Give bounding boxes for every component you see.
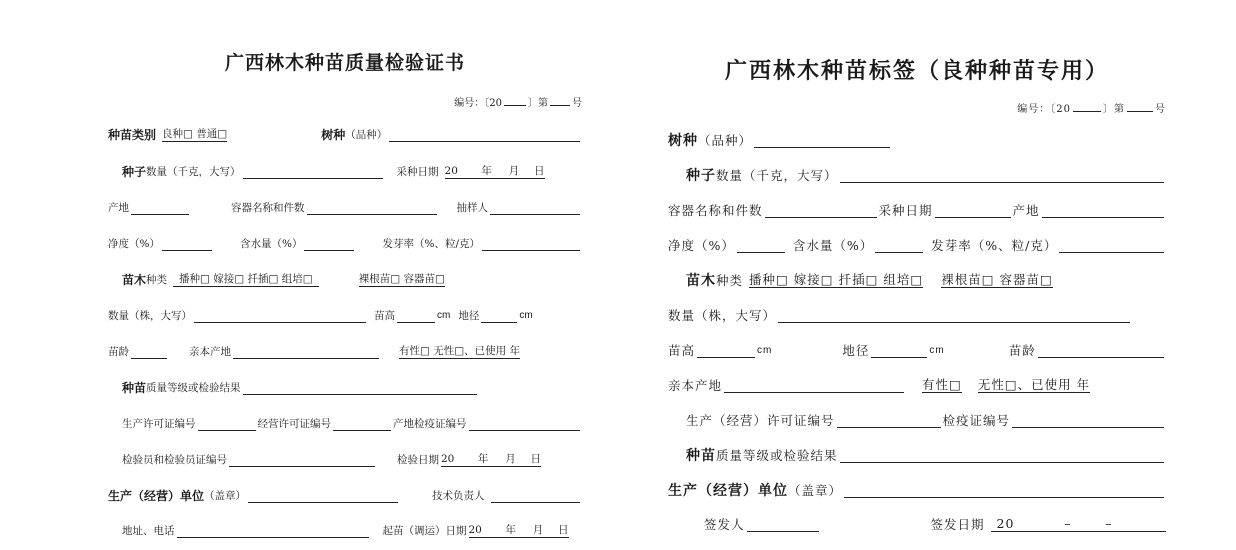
row-producer: 生产（经营）单位 （盖章） 技术负责人 [108, 487, 582, 503]
row-seedling-quantity: 数量（株，大写） 苗高 cm 地径 cm [108, 310, 533, 322]
producer-field[interactable] [248, 490, 398, 503]
label-row-producer: 生产（经营）单位 （盖章） [668, 482, 1166, 498]
label-germination-field[interactable] [1059, 240, 1164, 253]
serial-year-field[interactable] [504, 93, 526, 106]
tree-species-field[interactable] [389, 129, 580, 142]
label-parent-origin-field[interactable] [724, 380, 904, 393]
label-issue-date-field[interactable]: 20 – – [991, 517, 1166, 532]
seedling-height-field[interactable] [397, 310, 435, 323]
label-root-type-options[interactable]: 裸根苗□ 容器苗□ [941, 272, 1053, 287]
row-seedling-type: 苗木 种类 播种□ 嫁接□ 扦插□ 组培□ 裸根苗□ 容器苗□ [122, 273, 445, 287]
label-purity-field[interactable] [737, 240, 785, 253]
label-quality-grade-field[interactable] [840, 450, 1164, 463]
label-title: 广西林木种苗标签（良种种苗专用） [724, 59, 1109, 84]
label-container-count-field[interactable] [765, 205, 877, 218]
row-license-numbers: 生产许可证编号 经营许可证编号 产地检疫证编号 [108, 415, 582, 431]
label-row-seed-quantity: 种子 数量（千克，大写） [668, 167, 1166, 183]
seedling-age-field[interactable] [131, 346, 167, 359]
label-root-collar-diameter-field[interactable] [871, 345, 927, 358]
lifting-date-field[interactable]: 20 年 月 日 [468, 524, 569, 536]
label-seed-quantity-field[interactable] [840, 170, 1164, 183]
root-collar-diameter-field[interactable] [481, 310, 517, 323]
row-seedling-category: 种苗类别 良种□ 普通□ 树种 （品种） [108, 126, 582, 142]
propagation-options[interactable]: 播种□ 嫁接□ 扦插□ 组培□ [173, 272, 319, 287]
row-quality-grade: 种苗 质量等级或检验结果 [108, 379, 582, 395]
label-row-species: 树种 （品种） [668, 132, 1166, 148]
quarantine-certificate-field[interactable] [469, 418, 581, 431]
seedling-quantity-field[interactable] [194, 310, 366, 323]
row-seed-quantity: 种子 数量（千克，大写） 采种日期 20 年 月 日 [122, 165, 545, 179]
label-serial-number-field[interactable] [1127, 99, 1153, 112]
root-type-options[interactable]: 裸根苗□ 容器苗□ [358, 273, 445, 285]
container-count-field[interactable] [307, 202, 437, 215]
label-sexual-option[interactable]: 有性□ [922, 377, 962, 392]
moisture-field[interactable] [304, 238, 354, 251]
row-inspector: 检验员和检验员证编号 检验日期 20 年 月 日 [122, 453, 542, 466]
label-propagation-options[interactable]: 播种□ 嫁接□ 扦插□ 组培□ [749, 272, 924, 287]
row-purity: 净度（%） 含水量（%） 发芽率（%、粒/克） [108, 235, 582, 251]
seed-collection-date-field[interactable]: 20 年 月 日 [444, 165, 545, 177]
label-asexual-option[interactable]: 无性□、已使用 年 [977, 377, 1091, 392]
label-issuer-field[interactable] [747, 519, 819, 532]
label-row-container: 容器名称和件数 采种日期 产地 [668, 202, 1166, 218]
row-address: 地址、电话 起苗（调运）日期 20 年 月 日 [122, 524, 569, 537]
certificate-title: 广西林木种苗质量检验证书 [224, 52, 465, 74]
row-origin: 产地 容器名称和件数 抽样人 [108, 199, 582, 215]
label-species-field[interactable] [754, 135, 890, 148]
quality-grade-field[interactable] [243, 382, 477, 395]
inspector-field[interactable] [229, 454, 375, 467]
technical-lead-field[interactable] [491, 490, 580, 503]
serial-number-field[interactable] [550, 93, 570, 106]
label-origin-field[interactable] [1042, 205, 1164, 218]
category-options[interactable]: 良种□ 普通□ [162, 128, 228, 140]
origin-field[interactable] [131, 202, 189, 215]
seed-quantity-field[interactable] [243, 166, 383, 179]
parent-origin-field[interactable] [233, 346, 379, 359]
label-seedling-height-field[interactable] [697, 345, 755, 358]
address-phone-field[interactable] [177, 525, 369, 538]
germination-field[interactable] [482, 238, 580, 251]
label-serial-number: 编号：〔20 〕第 号 [1017, 99, 1166, 115]
label-seedling-age-field[interactable] [1038, 345, 1164, 358]
production-license-field[interactable] [198, 418, 256, 431]
business-license-field[interactable] [333, 418, 391, 431]
label-row-quality-grade: 种苗 质量等级或检验结果 [668, 447, 1166, 463]
label-quarantine-field[interactable] [1012, 415, 1164, 428]
label-license-field[interactable] [837, 415, 941, 428]
label-serial-year-field[interactable] [1073, 99, 1101, 112]
label-row-height: 苗高 cm 地径 cm 苗龄 [668, 342, 1166, 358]
inspection-date-field[interactable]: 20 年 月 日 [441, 453, 542, 465]
reproduction-options[interactable]: 有性□ 无性□、已使用 年 [399, 345, 521, 357]
label-moisture-field[interactable] [875, 240, 923, 253]
sampler-field[interactable] [490, 202, 580, 215]
label-row-purity: 净度（%） 含水量（%） 发芽率（%、粒/克） [668, 237, 1166, 253]
purity-field[interactable] [162, 238, 212, 251]
label-seedling-quantity-field[interactable] [778, 310, 1130, 323]
label-row-license: 生产（经营）许可证编号 检疫证编号 [668, 412, 1166, 428]
label-row-issuer: 签发人 签发日期 20 – – [668, 516, 1166, 532]
label-row-parent-origin: 亲本产地 有性□ 无性□、已使用 年 [668, 377, 1091, 393]
label-producer-field[interactable] [844, 485, 1164, 498]
certificate-serial-number: 编号：〔20 〕第 号 [454, 93, 582, 109]
row-seedling-age: 苗龄 亲本产地 有性□ 无性□、已使用 年 [108, 345, 521, 358]
label-row-seedling-type: 苗木 种类 播种□ 嫁接□ 扦插□ 组培□ 裸根苗□ 容器苗□ [686, 272, 1053, 289]
label-collection-date-field[interactable] [935, 205, 1011, 218]
label-row-seedling-quantity: 数量（株，大写） [668, 307, 1166, 323]
